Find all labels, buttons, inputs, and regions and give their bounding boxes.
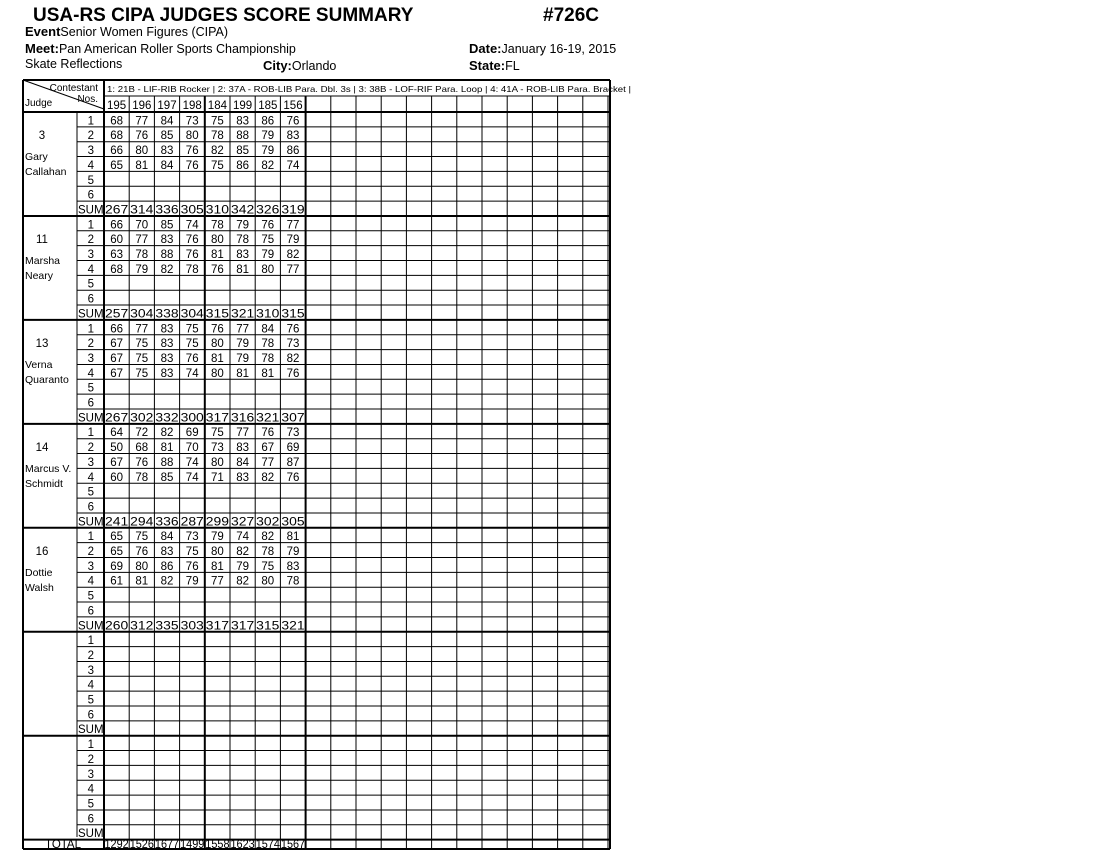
score-cell: 83 bbox=[236, 442, 249, 455]
score-cell: 80 bbox=[211, 367, 224, 380]
score-cell: 65 bbox=[110, 531, 123, 544]
score-cell: 66 bbox=[110, 323, 123, 336]
score-cell: 75 bbox=[261, 560, 275, 573]
judge-last-name: Neary bbox=[25, 269, 54, 282]
judge-number: 13 bbox=[35, 337, 49, 350]
sum-cell: 314 bbox=[130, 204, 155, 217]
event-value: Senior Women Figures (CIPA) bbox=[60, 25, 229, 39]
score-cell: 77 bbox=[135, 115, 149, 128]
score-cell: 79 bbox=[236, 352, 249, 365]
score-cell: 69 bbox=[110, 560, 123, 573]
sum-cell: 294 bbox=[130, 516, 155, 529]
figure-row-number: 5 bbox=[87, 486, 94, 499]
score-cell: 76 bbox=[286, 471, 300, 484]
figure-row-number: 5 bbox=[87, 694, 94, 707]
figure-row-number: 4 bbox=[87, 575, 94, 588]
event-label: Event bbox=[25, 24, 61, 39]
sum-cell: 299 bbox=[205, 516, 229, 529]
score-cell: 88 bbox=[160, 456, 174, 469]
sum-cell: 305 bbox=[180, 204, 204, 217]
judge-number: 3 bbox=[38, 130, 46, 142]
score-cell: 78 bbox=[236, 234, 249, 247]
sum-cell: 321 bbox=[281, 620, 305, 633]
total-cell: 1574 bbox=[255, 839, 281, 850]
score-cell: 78 bbox=[261, 338, 275, 351]
score-cell: 80 bbox=[211, 456, 224, 469]
page-title: USA-RS CIPA JUDGES SCORE SUMMARY bbox=[33, 5, 414, 26]
sum-label: SUM bbox=[78, 516, 104, 529]
score-cell: 85 bbox=[236, 145, 249, 158]
score-cell: 77 bbox=[135, 323, 149, 336]
score-cell: 76 bbox=[261, 219, 275, 232]
score-cell: 70 bbox=[135, 219, 149, 232]
score-cell: 79 bbox=[236, 338, 249, 351]
score-cell: 75 bbox=[135, 367, 149, 380]
score-cell: 66 bbox=[110, 219, 123, 232]
sum-cell: 310 bbox=[205, 204, 229, 217]
sum-cell: 319 bbox=[281, 204, 305, 217]
sum-cell: 342 bbox=[231, 204, 255, 217]
score-cell: 67 bbox=[110, 456, 123, 469]
score-cell: 74 bbox=[185, 456, 199, 469]
state-label: State: bbox=[469, 58, 506, 73]
score-cell: 82 bbox=[261, 531, 275, 544]
figure-row-number: 3 bbox=[87, 456, 94, 469]
nos-label: Nos. bbox=[77, 94, 98, 105]
figure-row-number: 5 bbox=[87, 590, 94, 603]
score-cell: 85 bbox=[160, 219, 174, 232]
score-cell: 82 bbox=[160, 263, 174, 276]
score-cell: 67 bbox=[110, 352, 123, 365]
sum-cell: 327 bbox=[231, 516, 255, 529]
sum-cell: 332 bbox=[155, 412, 179, 425]
score-cell: 73 bbox=[185, 115, 199, 128]
figure-row-number: 6 bbox=[87, 605, 94, 618]
form-number: #726C bbox=[543, 5, 599, 26]
score-cell: 83 bbox=[160, 367, 174, 380]
score-cell: 81 bbox=[135, 159, 149, 172]
figure-row-number: 2 bbox=[87, 338, 94, 351]
score-cell: 80 bbox=[211, 234, 224, 247]
contestant-number: 198 bbox=[182, 100, 202, 112]
score-cell: 65 bbox=[110, 546, 123, 558]
score-cell: 76 bbox=[185, 159, 199, 172]
figure-row-number: 6 bbox=[87, 189, 94, 202]
judge-number: 16 bbox=[35, 545, 49, 558]
score-cell: 81 bbox=[236, 367, 249, 380]
score-cell: 79 bbox=[286, 234, 300, 247]
sum-label: SUM bbox=[78, 308, 104, 321]
figure-row-number: 1 bbox=[87, 219, 94, 232]
sum-cell: 315 bbox=[205, 308, 229, 321]
sum-label: SUM bbox=[78, 412, 104, 425]
score-cell: 77 bbox=[236, 323, 249, 336]
score-cell: 76 bbox=[185, 234, 199, 247]
score-cell: 69 bbox=[185, 427, 199, 440]
score-cell: 74 bbox=[185, 219, 199, 232]
score-cell: 86 bbox=[261, 115, 275, 128]
score-cell: 78 bbox=[211, 130, 224, 143]
score-cell: 80 bbox=[261, 263, 275, 276]
sum-cell: 312 bbox=[130, 620, 154, 633]
figure-row-number: 6 bbox=[87, 813, 94, 826]
score-cell: 75 bbox=[185, 323, 199, 336]
sum-cell: 317 bbox=[205, 412, 229, 425]
score-cell: 77 bbox=[286, 219, 300, 232]
score-cell: 81 bbox=[211, 352, 224, 365]
sum-cell: 241 bbox=[105, 516, 129, 529]
judge-last-name: Quaranto bbox=[25, 373, 69, 386]
score-cell: 76 bbox=[286, 323, 300, 336]
score-cell: 64 bbox=[110, 427, 123, 440]
score-cell: 84 bbox=[236, 456, 249, 469]
contestant-label: Contestant bbox=[49, 83, 98, 94]
judge-first-name: Marcus V. bbox=[25, 462, 72, 475]
score-cell: 81 bbox=[135, 575, 149, 588]
venue-value: Skate Reflections bbox=[25, 57, 123, 71]
score-cell: 82 bbox=[236, 575, 249, 588]
score-cell: 81 bbox=[261, 367, 275, 380]
score-cell: 76 bbox=[185, 145, 199, 158]
score-cell: 79 bbox=[236, 219, 249, 232]
score-cell: 65 bbox=[110, 159, 123, 172]
score-cell: 76 bbox=[185, 352, 199, 365]
score-cell: 75 bbox=[261, 234, 275, 247]
sum-label: SUM bbox=[78, 204, 104, 217]
sum-cell: 316 bbox=[231, 412, 255, 425]
figure-row-number: 3 bbox=[87, 768, 94, 781]
total-cell: 1292 bbox=[104, 839, 129, 850]
sum-cell: 267 bbox=[105, 412, 129, 425]
sum-cell: 315 bbox=[256, 620, 280, 633]
score-cell: 79 bbox=[211, 531, 224, 544]
figure-row-number: 2 bbox=[87, 649, 94, 662]
score-cell: 67 bbox=[110, 367, 123, 380]
score-cell: 70 bbox=[185, 442, 199, 455]
date-label: Date: bbox=[469, 41, 502, 56]
score-cell: 74 bbox=[236, 531, 249, 544]
score-cell: 68 bbox=[110, 130, 123, 143]
score-cell: 78 bbox=[261, 352, 275, 365]
score-cell: 82 bbox=[261, 471, 275, 484]
score-cell: 83 bbox=[286, 130, 300, 143]
score-cell: 74 bbox=[286, 159, 300, 172]
sum-cell: 267 bbox=[105, 204, 129, 217]
score-cell: 74 bbox=[185, 471, 199, 484]
figure-row-number: 5 bbox=[87, 278, 94, 291]
contestant-number: 199 bbox=[233, 100, 253, 112]
score-cell: 73 bbox=[185, 531, 199, 544]
score-cell: 76 bbox=[135, 546, 149, 558]
score-cell: 79 bbox=[236, 560, 249, 573]
score-cell: 83 bbox=[160, 352, 174, 365]
score-cell: 80 bbox=[261, 575, 275, 588]
sum-cell: 321 bbox=[256, 412, 280, 425]
score-cell: 75 bbox=[211, 427, 224, 440]
score-cell: 80 bbox=[185, 130, 199, 143]
sum-label: SUM bbox=[78, 724, 104, 737]
city-value: Orlando bbox=[291, 59, 337, 73]
sum-cell: 305 bbox=[281, 516, 305, 529]
judge-last-name: Callahan bbox=[25, 166, 67, 178]
score-cell: 81 bbox=[286, 531, 300, 544]
figure-row-number: 2 bbox=[87, 753, 94, 766]
total-cell: 1623 bbox=[230, 839, 255, 850]
judge-number: 14 bbox=[35, 441, 49, 454]
sum-label: SUM bbox=[78, 620, 104, 633]
figure-row-number: 6 bbox=[87, 709, 94, 722]
figure-row-number: 3 bbox=[87, 352, 94, 365]
score-cell: 76 bbox=[185, 249, 199, 261]
score-cell: 83 bbox=[160, 145, 174, 158]
city-label: City: bbox=[263, 58, 292, 73]
sum-cell: 326 bbox=[256, 204, 280, 217]
figure-row-number: 2 bbox=[87, 234, 94, 247]
figure-row-number: 4 bbox=[87, 159, 94, 172]
sum-cell: 307 bbox=[281, 412, 305, 425]
score-cell: 61 bbox=[110, 575, 123, 588]
judge-last-name: Schmidt bbox=[25, 477, 63, 490]
score-cell: 78 bbox=[185, 263, 199, 276]
sum-cell: 300 bbox=[180, 412, 204, 425]
score-cell: 79 bbox=[261, 130, 275, 143]
sum-cell: 287 bbox=[180, 516, 204, 529]
judge-last-name: Walsh bbox=[25, 581, 54, 594]
score-cell: 83 bbox=[160, 234, 174, 247]
score-cell: 67 bbox=[110, 338, 123, 351]
score-cell: 71 bbox=[211, 471, 224, 484]
judge-first-name: Dottie bbox=[25, 566, 53, 579]
figure-row-number: 6 bbox=[87, 501, 94, 514]
figures-legend: 1: 21B - LIF-RIB Rocker | 2: 37A - ROB-LIB Para. Dbl. 3s | 3: 38B - LOF-RIF Para. Loop | 4: 41A - ROB-LIB Para. Bracket | bbox=[107, 85, 631, 94]
contestant-number: 185 bbox=[258, 100, 278, 112]
contestant-number: 197 bbox=[157, 100, 177, 112]
sum-cell: 321 bbox=[231, 308, 255, 321]
figure-row-number: 5 bbox=[87, 174, 94, 187]
score-cell: 63 bbox=[110, 249, 123, 261]
score-cell: 68 bbox=[110, 263, 123, 276]
score-cell: 86 bbox=[236, 159, 249, 172]
score-cell: 75 bbox=[211, 115, 224, 128]
score-cell: 80 bbox=[211, 546, 224, 558]
score-cell: 77 bbox=[261, 456, 275, 469]
score-cell: 75 bbox=[135, 352, 149, 365]
sum-cell: 302 bbox=[130, 412, 154, 425]
score-cell: 68 bbox=[110, 115, 123, 128]
figure-row-number: 1 bbox=[87, 531, 94, 544]
figure-row-number: 1 bbox=[87, 427, 94, 440]
sum-cell: 317 bbox=[205, 620, 229, 633]
score-cell: 75 bbox=[211, 159, 224, 172]
score-cell: 74 bbox=[185, 367, 199, 380]
figure-row-number: 2 bbox=[87, 442, 94, 455]
sum-cell: 315 bbox=[281, 308, 305, 321]
score-cell: 83 bbox=[160, 546, 174, 558]
figure-row-number: 5 bbox=[87, 382, 94, 395]
sum-label: SUM bbox=[78, 828, 104, 841]
judge-first-name: Gary bbox=[25, 151, 48, 163]
score-cell: 72 bbox=[135, 427, 149, 440]
score-cell: 82 bbox=[160, 575, 174, 588]
score-cell: 81 bbox=[211, 560, 224, 573]
score-cell: 79 bbox=[261, 145, 275, 158]
score-cell: 82 bbox=[286, 352, 300, 365]
figure-row-number: 2 bbox=[87, 130, 94, 143]
figure-row-number: 4 bbox=[87, 263, 94, 276]
score-cell: 75 bbox=[135, 338, 149, 351]
score-cell: 78 bbox=[135, 249, 149, 261]
score-cell: 66 bbox=[110, 145, 123, 158]
figure-row-number: 1 bbox=[87, 739, 94, 752]
score-cell: 86 bbox=[160, 560, 174, 573]
score-cell: 77 bbox=[286, 263, 300, 276]
score-cell: 81 bbox=[211, 249, 224, 261]
figure-row-number: 4 bbox=[87, 679, 94, 692]
score-cell: 78 bbox=[261, 546, 275, 558]
score-cell: 84 bbox=[160, 159, 174, 172]
score-cell: 75 bbox=[135, 531, 149, 544]
score-cell: 88 bbox=[236, 130, 249, 143]
score-cell: 76 bbox=[261, 427, 275, 440]
score-cell: 73 bbox=[286, 427, 300, 440]
contestant-number: 195 bbox=[107, 100, 127, 112]
sum-cell: 257 bbox=[105, 308, 129, 321]
score-cell: 83 bbox=[236, 249, 249, 261]
meet-label: Meet: bbox=[25, 41, 59, 56]
sum-cell: 302 bbox=[256, 516, 280, 529]
figure-row-number: 4 bbox=[87, 783, 94, 796]
total-label: TOTAL bbox=[45, 839, 81, 850]
figure-row-number: 4 bbox=[87, 367, 94, 380]
sum-cell: 335 bbox=[155, 620, 179, 633]
score-cell: 83 bbox=[286, 560, 300, 573]
score-cell: 80 bbox=[211, 338, 224, 351]
score-cell: 75 bbox=[185, 338, 199, 351]
score-cell: 76 bbox=[286, 367, 300, 380]
figure-row-number: 6 bbox=[87, 293, 94, 306]
score-cell: 85 bbox=[160, 471, 174, 484]
figure-row-number: 5 bbox=[87, 798, 94, 811]
score-cell: 88 bbox=[160, 249, 174, 261]
score-cell: 77 bbox=[135, 234, 149, 247]
score-cell: 67 bbox=[261, 442, 275, 455]
score-cell: 79 bbox=[185, 575, 199, 588]
score-cell: 87 bbox=[286, 456, 300, 469]
score-cell: 83 bbox=[236, 471, 249, 484]
score-cell: 79 bbox=[286, 546, 300, 558]
score-cell: 78 bbox=[286, 575, 300, 588]
score-cell: 80 bbox=[135, 560, 149, 573]
score-cell: 82 bbox=[286, 249, 300, 261]
figure-row-number: 1 bbox=[87, 323, 94, 336]
score-cell: 75 bbox=[185, 546, 199, 558]
meet-value: Pan American Roller Sports Championship bbox=[58, 42, 296, 56]
score-cell: 80 bbox=[135, 145, 149, 158]
figure-row-number: 1 bbox=[87, 635, 94, 648]
score-cell: 82 bbox=[236, 546, 249, 558]
sum-cell: 338 bbox=[155, 308, 179, 321]
figure-row-number: 1 bbox=[87, 115, 94, 128]
sum-cell: 336 bbox=[155, 204, 179, 217]
contestant-number: 184 bbox=[207, 100, 227, 112]
score-cell: 84 bbox=[261, 323, 275, 336]
score-cell: 83 bbox=[160, 338, 174, 351]
score-cell: 76 bbox=[286, 115, 300, 128]
score-cell: 73 bbox=[286, 338, 300, 351]
score-cell: 60 bbox=[110, 234, 123, 247]
judge-label: Judge bbox=[25, 98, 53, 109]
score-cell: 76 bbox=[135, 456, 149, 469]
score-cell: 76 bbox=[211, 263, 224, 276]
score-cell: 73 bbox=[211, 442, 224, 455]
figure-row-number: 3 bbox=[87, 145, 94, 158]
score-cell: 81 bbox=[160, 442, 174, 455]
total-cell: 1526 bbox=[129, 839, 154, 850]
judge-first-name: Marsha bbox=[25, 254, 61, 267]
figure-row-number: 3 bbox=[87, 664, 94, 677]
score-cell: 84 bbox=[160, 531, 174, 544]
score-cell: 82 bbox=[211, 145, 224, 158]
score-cell: 83 bbox=[236, 115, 249, 128]
score-cell: 82 bbox=[261, 159, 275, 172]
score-cell: 69 bbox=[286, 442, 300, 455]
sum-cell: 260 bbox=[105, 620, 129, 633]
sum-cell: 336 bbox=[155, 516, 179, 529]
score-cell: 78 bbox=[211, 219, 224, 232]
score-cell: 79 bbox=[261, 249, 275, 261]
score-cell: 77 bbox=[211, 575, 224, 588]
score-cell: 77 bbox=[236, 427, 249, 440]
contestant-number: 156 bbox=[283, 100, 303, 112]
figure-row-number: 3 bbox=[87, 249, 94, 261]
judge-number: 11 bbox=[36, 233, 48, 246]
sum-cell: 310 bbox=[256, 308, 280, 321]
score-cell: 78 bbox=[135, 471, 149, 484]
judge-first-name: Verna bbox=[25, 358, 53, 371]
score-cell: 76 bbox=[211, 323, 224, 336]
figure-row-number: 6 bbox=[87, 397, 94, 410]
score-cell: 79 bbox=[135, 263, 149, 276]
score-cell: 68 bbox=[135, 442, 149, 455]
sum-cell: 317 bbox=[231, 620, 255, 633]
total-cell: 1677 bbox=[154, 839, 180, 850]
total-cell: 1558 bbox=[205, 839, 230, 850]
score-cell: 85 bbox=[160, 130, 174, 143]
score-cell: 60 bbox=[110, 471, 123, 484]
contestant-number: 196 bbox=[132, 100, 152, 112]
figure-row-number: 4 bbox=[87, 471, 94, 484]
score-cell: 50 bbox=[110, 442, 123, 455]
date-value: January 16-19, 2015 bbox=[501, 42, 617, 56]
sum-cell: 304 bbox=[180, 308, 205, 321]
score-cell: 81 bbox=[236, 263, 249, 276]
score-cell: 83 bbox=[160, 323, 174, 336]
total-cell: 1499 bbox=[180, 839, 205, 850]
score-cell: 82 bbox=[160, 427, 174, 440]
score-cell: 76 bbox=[185, 560, 199, 573]
score-cell: 76 bbox=[135, 130, 149, 143]
state-value: FL bbox=[505, 59, 520, 73]
total-cell: 1567 bbox=[280, 839, 306, 850]
figure-row-number: 3 bbox=[87, 560, 94, 573]
sum-cell: 303 bbox=[180, 620, 204, 633]
sum-cell: 304 bbox=[130, 308, 155, 321]
score-cell: 86 bbox=[286, 145, 300, 158]
score-cell: 84 bbox=[160, 115, 174, 128]
figure-row-number: 2 bbox=[87, 546, 94, 558]
